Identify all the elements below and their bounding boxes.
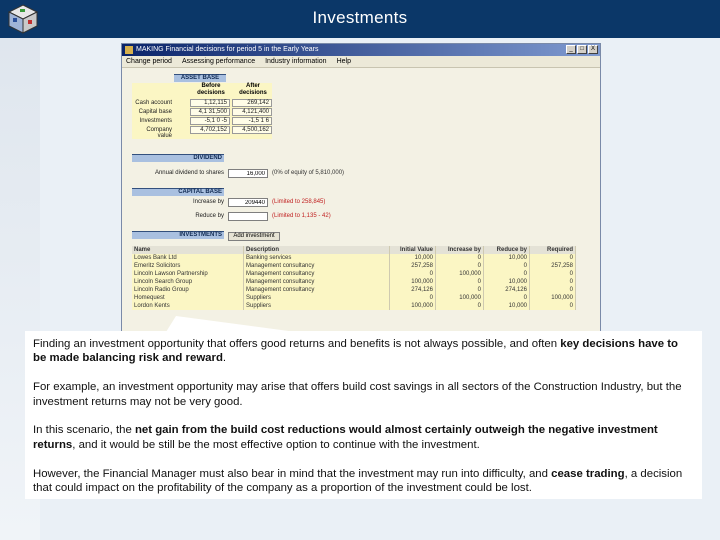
reduce-limit-note: (Limited to 1,135 - 42)	[272, 213, 331, 219]
capital-base-heading: CAPITAL BASE	[132, 188, 224, 196]
cell-required: 0	[530, 302, 576, 310]
company-after-value: 4,500,162	[232, 126, 272, 134]
callout-pointer	[166, 316, 296, 332]
capital-reduce-input[interactable]	[228, 212, 268, 221]
increase-by-label: Increase by	[192, 199, 224, 205]
col-reduce-by[interactable]: Reduce by	[484, 246, 530, 254]
cell-increase-by: 0	[436, 254, 484, 262]
dividend-note: (0% of equity of 5,810,000)	[272, 170, 345, 176]
cell-reduce-by: 0	[484, 262, 530, 270]
cell-initial-value: 0	[390, 294, 436, 302]
col-initial-value[interactable]: Initial Value	[390, 246, 436, 254]
cell-required: 257,258	[530, 262, 576, 270]
after-decisions-header: After decisions	[239, 83, 267, 96]
table-row[interactable]	[132, 262, 576, 270]
cell-reduce-by: 0	[484, 294, 530, 302]
window-titlebar	[122, 44, 600, 56]
table-row[interactable]	[132, 254, 576, 262]
cell-required: 0	[530, 286, 576, 294]
maximize-button[interactable]: □	[577, 45, 587, 54]
investments-label: Investments	[139, 118, 172, 124]
investments-before-value: -5,1 0 -5	[190, 117, 230, 125]
callout-paragraph-2: For example, an investment opportunity may arise that offers build cost savings in all sectors of the Construction Industry, but the investment returns may not be very good.	[33, 381, 682, 408]
explanation-callout	[25, 331, 702, 499]
cell-required: 100,000	[530, 294, 576, 302]
investments-table	[132, 246, 576, 310]
cell-reduce-by: 274,126	[484, 286, 530, 294]
cell-name: Lincoln Lawson Partnership	[132, 270, 244, 278]
investments-heading: INVESTMENTS	[132, 231, 224, 239]
callout-paragraph-3: In this scenario, the net gain from the build cost reductions would almost certainly outweigh the negative investment returns, and it would be still be the most effective option to continue with the investment.	[33, 424, 658, 451]
cell-increase-by: 0	[436, 262, 484, 270]
capital-base-label: Capital base	[138, 109, 172, 115]
dividend-input[interactable]	[228, 169, 268, 178]
capital-increase-input[interactable]	[228, 198, 268, 207]
asset-base-panel	[132, 83, 272, 139]
cell-reduce-by: 10,000	[484, 254, 530, 262]
capital-after-value: 4,121,400	[232, 108, 272, 116]
callout-paragraph-4: However, the Financial Manager must also bear in mind that the investment may run into difficulty, and cease trading, a decision that could impact on the profitability of the company as a proportion of the investment could be lost.	[33, 467, 683, 495]
add-investment-button[interactable]: Add investment	[228, 232, 280, 241]
cell-reduce-by: 10,000	[484, 278, 530, 286]
cell-initial-value: 100,000	[390, 302, 436, 310]
cell-increase-by: 100,000	[436, 270, 484, 278]
cell-name: Lincoln Search Group	[132, 278, 244, 286]
cell-initial-value: 0	[390, 270, 436, 278]
menu-help[interactable]: Help	[336, 58, 351, 65]
cell-description: Suppliers	[244, 294, 390, 302]
menu-industry-information[interactable]: Industry information	[265, 58, 327, 65]
capital-before-value: 4,1 31,500	[190, 108, 230, 116]
cell-increase-by: 0	[436, 302, 484, 310]
dividend-label: Annual dividend to shares	[154, 170, 224, 176]
app-icon	[125, 46, 133, 54]
cash-before-value: 1,12,115	[190, 99, 230, 107]
dividend-heading: DIVIDEND	[132, 154, 224, 162]
cell-name: Lowes Bank Ltd	[132, 254, 244, 262]
cash-after-value: 269,142	[232, 99, 272, 107]
table-row[interactable]	[132, 270, 576, 278]
cell-description: Management consultancy	[244, 286, 390, 294]
cell-description: Management consultancy	[244, 270, 390, 278]
close-button[interactable]: X	[588, 45, 598, 54]
cell-name: Lordon Kents	[132, 302, 244, 310]
table-row[interactable]	[132, 302, 576, 310]
table-row[interactable]	[132, 278, 576, 286]
before-decisions-header: Before decisions	[197, 83, 225, 96]
cell-increase-by: 0	[436, 286, 484, 294]
reduce-by-label: Reduce by	[195, 213, 224, 219]
increase-limit-note: (Limited to 258,845)	[272, 199, 326, 205]
financial-decisions-window	[121, 43, 601, 333]
cell-initial-value: 257,258	[390, 262, 436, 270]
cell-reduce-by: 0	[484, 270, 530, 278]
cell-description: Management consultancy	[244, 278, 390, 286]
cell-description: Banking services	[244, 254, 390, 262]
cash-account-label: Cash account	[135, 100, 172, 106]
callout-paragraph-1: Finding an investment opportunity that offers good returns and benefits is not always possible, and often key decisions have to be made balancing risk and reward.	[33, 338, 679, 365]
cell-description: Suppliers	[244, 302, 390, 310]
table-row[interactable]	[132, 294, 576, 302]
menu-change-period[interactable]: Change period	[126, 58, 172, 65]
cell-increase-by: 0	[436, 278, 484, 286]
table-header	[132, 246, 576, 254]
asset-base-heading: ASSET BASE	[174, 74, 226, 82]
cell-required: 0	[530, 270, 576, 278]
slide-title: Investments	[312, 8, 408, 27]
col-description[interactable]: Description	[244, 246, 390, 254]
cell-initial-value: 274,126	[390, 286, 436, 294]
cell-required: 0	[530, 278, 576, 286]
minimize-button[interactable]: _	[566, 45, 576, 54]
col-name[interactable]: Name	[132, 246, 244, 254]
col-required[interactable]: Required	[530, 246, 576, 254]
investments-after-value: -1,5 1 6	[232, 117, 272, 125]
cell-reduce-by: 10,000	[484, 302, 530, 310]
company-before-value: 4,702,152	[190, 126, 230, 134]
cell-required: 0	[530, 254, 576, 262]
cell-increase-by: 100,000	[436, 294, 484, 302]
slide-header	[0, 0, 720, 38]
cell-initial-value: 100,000	[390, 278, 436, 286]
menu-bar	[122, 56, 600, 68]
table-row[interactable]	[132, 286, 576, 294]
table-body	[132, 254, 576, 310]
window-title: MAKING Financial decisions for period 5 in the Early Years	[136, 46, 319, 53]
cell-description: Management consultancy	[244, 262, 390, 270]
cell-name: Emeritz Solicitors	[132, 262, 244, 270]
cell-name: Lincoln Radio Group	[132, 286, 244, 294]
window-content	[122, 68, 600, 333]
col-increase-by[interactable]: Increase by	[436, 246, 484, 254]
cell-name: Homequest	[132, 294, 244, 302]
company-value-label: Company value	[146, 127, 172, 139]
cell-initial-value: 10,000	[390, 254, 436, 262]
menu-assessing-performance[interactable]: Assessing performance	[181, 58, 256, 65]
